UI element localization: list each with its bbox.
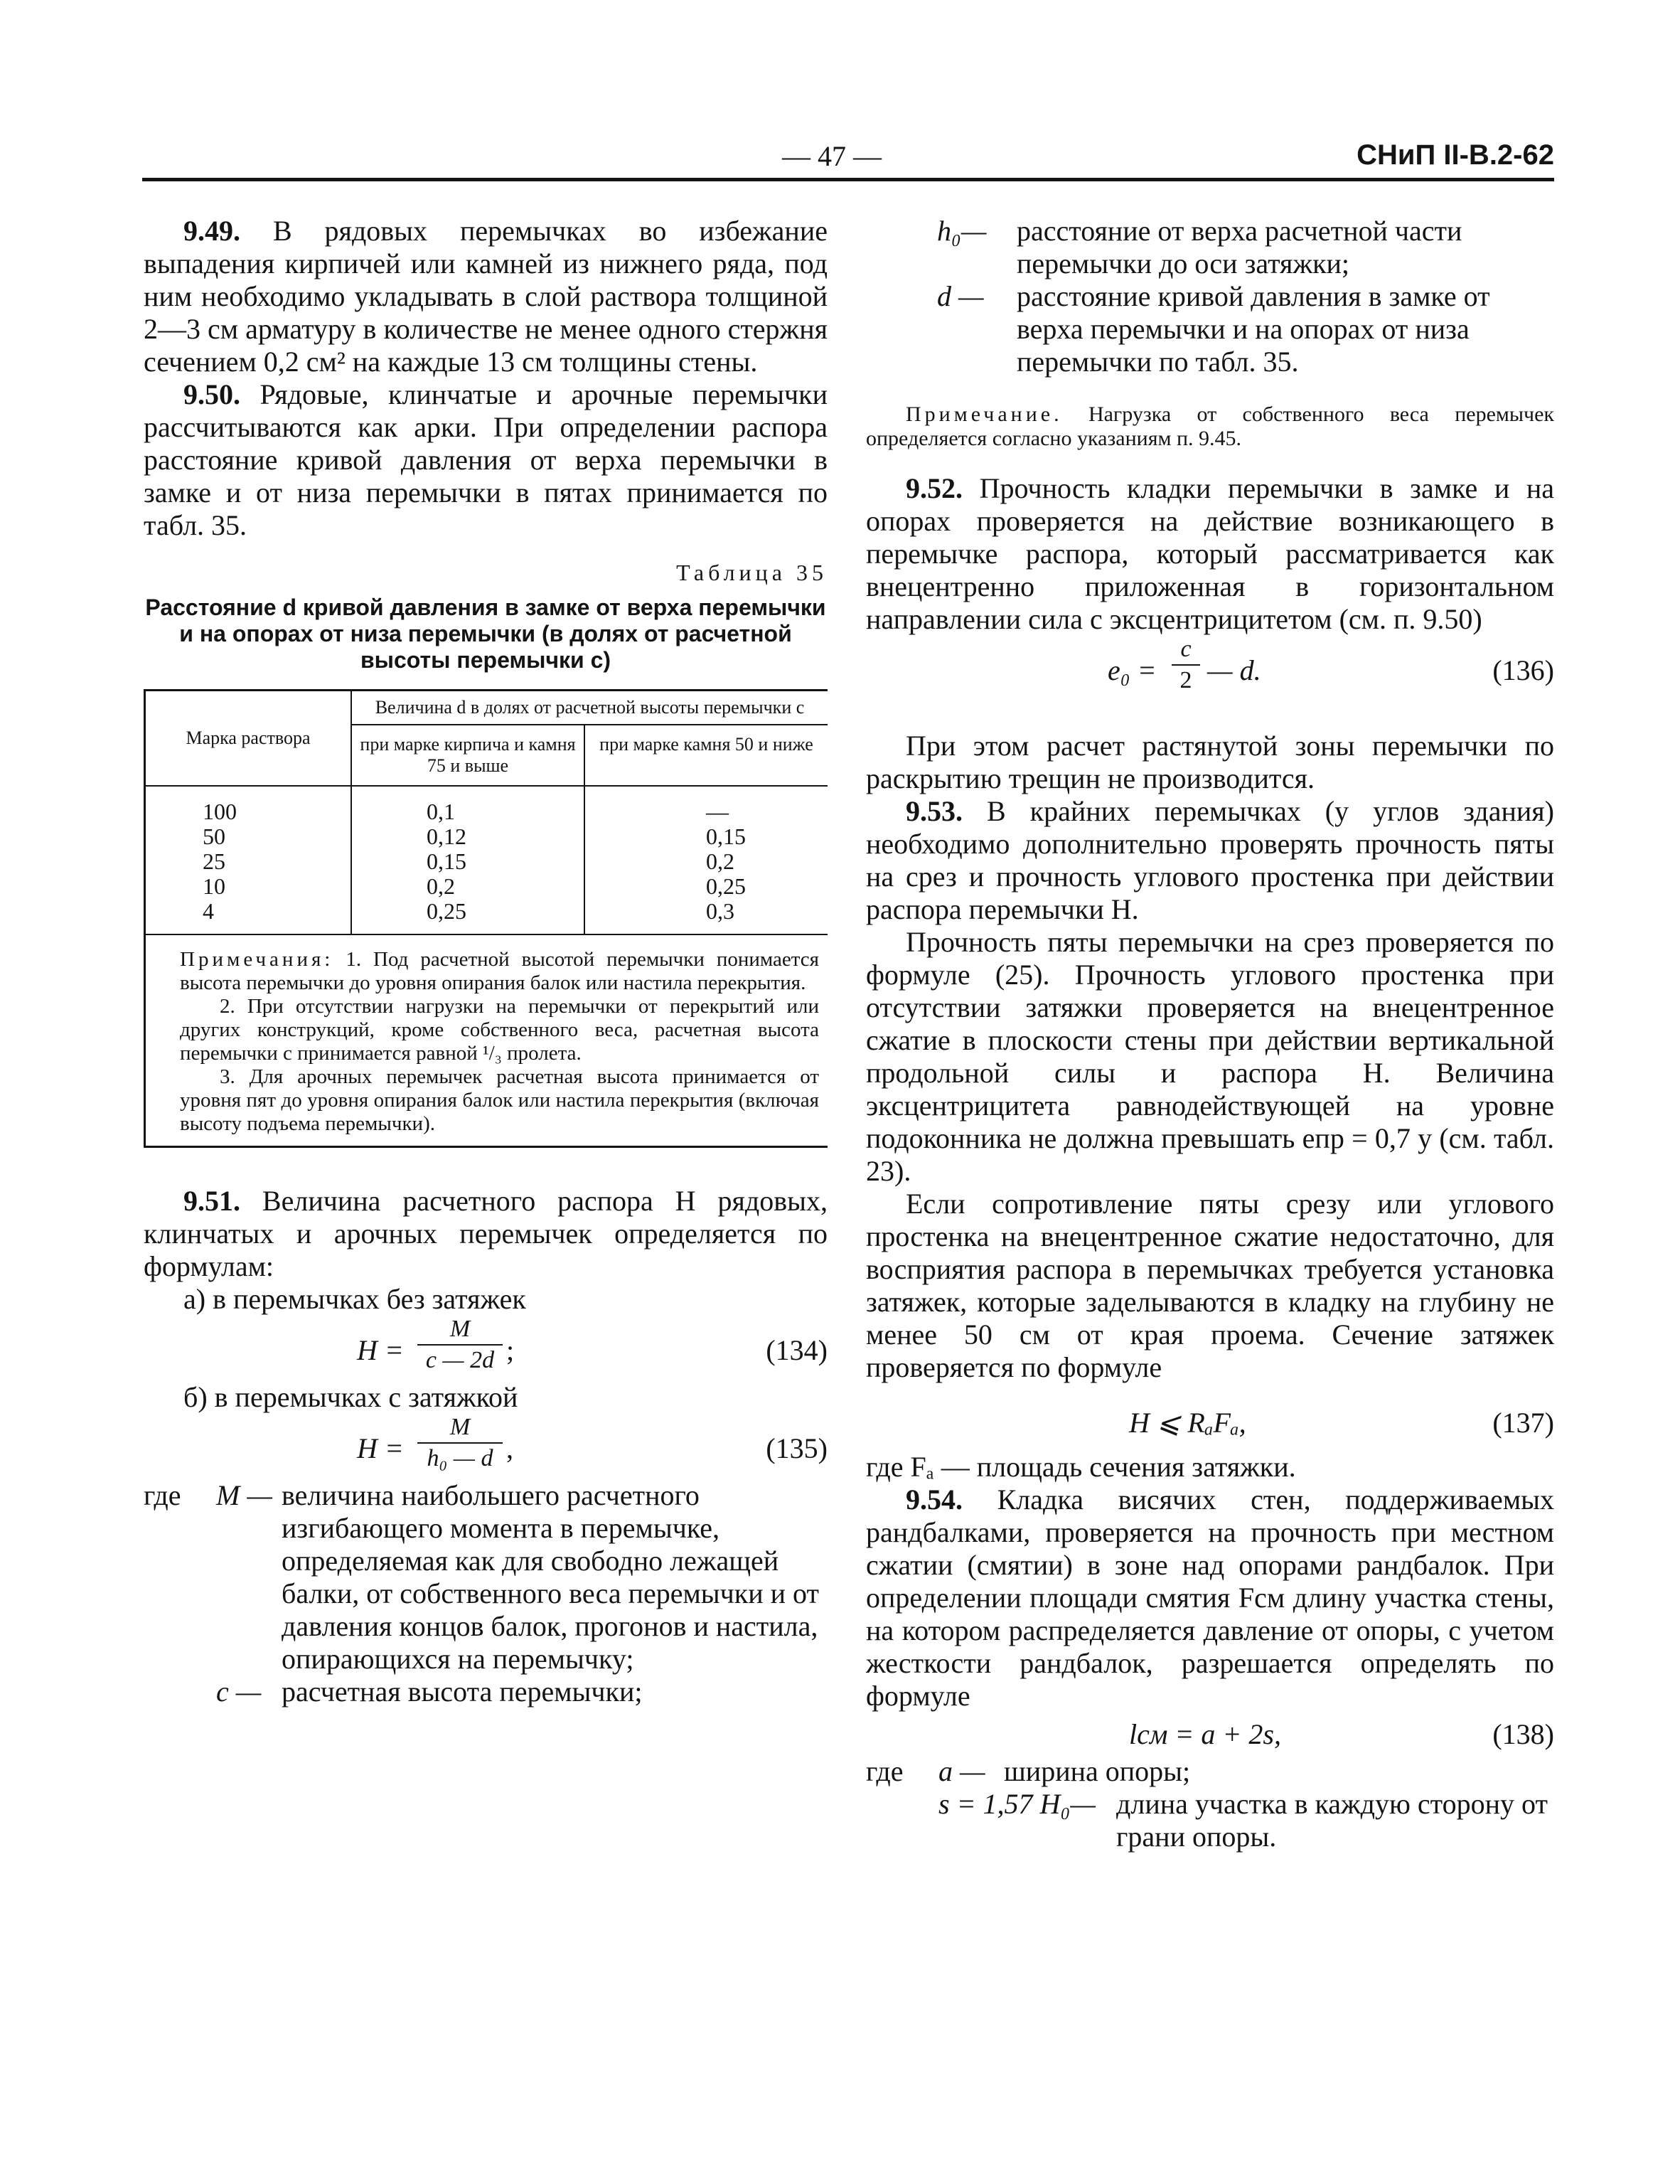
paragraph-text: Кладка висячих стен, поддерживаемых рандбалками, проверяется на прочность при местном сжатии (смятии) в зоне над опорами рандбалок. При определении площади смятия Fсм длину участка стены, на котором распределяется давление от опоры, с учетом жесткости рандбалок, разрешается определять по формуле <box>866 1483 1554 1712</box>
definition-c <box>144 1676 828 1708</box>
fraction-denominator: h₀ — d <box>427 1445 493 1471</box>
formula-fraction <box>417 1316 503 1374</box>
document-code: СНиП II-В.2-62 <box>1357 139 1554 171</box>
paragraph-9-54 <box>866 1483 1554 1712</box>
notes-heading: Примечания: <box>180 948 334 971</box>
paragraph-9-50 <box>144 378 828 542</box>
header-rule <box>142 178 1554 181</box>
paragraph-text: Рядовые, клинчатые и арочные перемычки рассчитываются как арки. При определении распора расстояние кривой давления от верха перемычки в замке и от низа перемычки в пятах принимается по табл. 35. <box>144 378 828 541</box>
case-b: б) в перемычках с затяжкой <box>183 1381 518 1413</box>
definition-row <box>938 1788 1554 1853</box>
definition-row <box>216 1676 828 1708</box>
formula-number: (137) <box>1492 1407 1554 1439</box>
fraction-denominator: c — 2d <box>425 1347 495 1373</box>
paragraph-number: 9.52. <box>906 472 963 504</box>
paragraph-number: 9.53. <box>906 795 963 827</box>
formula-tail: ; <box>506 1334 515 1366</box>
column-mark-values: 100 50 25 10 4 <box>146 787 352 934</box>
definition-text: расчетная высота перемычки; <box>282 1676 643 1708</box>
formula-number: (138) <box>1492 1718 1554 1750</box>
table-notes <box>146 934 828 1146</box>
formula-tail: — d. <box>1207 654 1261 686</box>
formula-lhs: e₀ = <box>1108 654 1157 686</box>
fraction-bar <box>417 1344 503 1346</box>
formula-fraction <box>417 1414 503 1472</box>
definition-text: расстояние кривой давления в замке от верха перемычки и на опорах от низа перемычки по табл. 35. <box>1017 280 1490 378</box>
column-header-mark: Марка раствора <box>146 691 352 785</box>
formula-number: (135) <box>766 1432 828 1464</box>
definition-symbol: s = 1,57 H₀— <box>938 1788 1096 1820</box>
formula-expression: lсм = a + 2s, <box>1129 1718 1281 1750</box>
formula-lhs: H = <box>357 1334 404 1366</box>
where-label: где <box>144 1479 181 1511</box>
definition-h0 <box>866 215 1554 280</box>
fraction-numerator: M <box>449 1316 471 1342</box>
note-heading: Примечание. <box>906 403 1063 426</box>
formula-137-where: где Fₐ — площадь сечения затяжки. <box>866 1451 1296 1483</box>
table-body <box>146 785 828 934</box>
definition-row <box>216 1479 828 1676</box>
table-note-1 <box>180 948 819 995</box>
definition-a <box>866 1755 1554 1788</box>
paragraph-number: 9.51. <box>183 1185 240 1217</box>
paragraph-9-52 <box>866 472 1554 636</box>
definition-M <box>144 1479 828 1676</box>
definition-text: ширина опоры; <box>1004 1755 1191 1787</box>
formula-135 <box>144 1414 828 1479</box>
table-note-3: 3. Для арочных перемычек расчетная высота принимается от уровня пят до уровня опирания балок или настила перекрытия (включая высоту подъема перемычки). <box>180 1065 819 1135</box>
column-stone-50-values: — 0,15 0,2 0,25 0,3 <box>706 799 746 924</box>
paragraph-text: В крайних перемычках (у углов здания) необходимо дополнительно проверять прочность пяты на срез и прочность углового простенка при действии распора перемычки H. <box>866 795 1554 925</box>
definition-text: величина наибольшего расчетного изгибающего момента в перемычке, определяемая как для свободно лежащей балки, от собственного веса перемычки и от давления концов балок, прогонов и настила, опирающихся на перемычку; <box>282 1479 819 1675</box>
fraction-denominator: 2 <box>1179 667 1192 693</box>
table-number: Таблица 35 <box>676 560 828 585</box>
paragraph-number: 9.54. <box>906 1483 963 1516</box>
paragraph-number: 9.50. <box>183 378 240 410</box>
definition-symbol: M — <box>216 1479 272 1511</box>
page-number: — 47 — <box>782 140 882 172</box>
paragraph-9-51 <box>144 1185 828 1283</box>
definition-symbol: a — <box>938 1755 985 1787</box>
fraction-numerator: c <box>1180 636 1192 662</box>
case-a: а) в перемычках без затяжек <box>183 1283 526 1315</box>
paragraph-text: Величина расчетного распора H рядовых, клинчатых и арочных перемычек определяется по формулам: <box>144 1185 828 1282</box>
definition-row <box>938 1755 1554 1788</box>
spacer <box>144 1676 216 1708</box>
column-group-header: Величина d в долях от расчетной высоты перемычки c <box>352 691 828 725</box>
definition-symbol: d — <box>937 280 984 312</box>
formula-134 <box>144 1316 828 1381</box>
paragraph-text: В рядовых перемычках во избежание выпадения кирпичей или камней из нижнего ряда, под ним необходимо укладывать в слой раствора толщиной 2—3 см арматуру в количестве не менее одного стержня сечением 0,2 см² на каждые 13 см толщины стены. <box>144 215 828 378</box>
paragraph-number: 9.49. <box>183 215 240 247</box>
column-brick-75-values: 0,1 0,12 0,15 0,2 0,25 <box>352 787 585 934</box>
note <box>866 403 1554 451</box>
left-column <box>144 215 828 1708</box>
table-note-2: 2. При отсутствии нагрузки на перемычки от перекрытий или других конструкций, кроме собственного веса, расчетная высота перемычки c принимается равной ¹/₃ пролета. <box>180 995 819 1065</box>
paragraph-9-53-b: Прочность пяты перемычки на срез проверяется по формуле (25). Прочность углового простенка при отсутствии затяжки проверяется на внецентренное сжатие в плоскости стены при действии вертикальной продольной силы и распора H. Величина эксцентрицитета равнодействующей на уровне подоконника не должна превышать eпр = 0,7 y (см. табл. 23). <box>866 926 1554 1187</box>
where-label: где <box>866 1755 904 1787</box>
note-text: 1. Под расчетной высотой перемычки понимается высота перемычки до уровня опирания балок или настила перекрытия. <box>180 948 820 994</box>
fraction-numerator: M <box>449 1414 471 1440</box>
definition-text: расстояние от верха расчетной части перемычки до оси затяжки; <box>1017 215 1462 279</box>
table-title: Расстояние d кривой давления в замке от верха перемычки и на опорах от низа перемычки (в долях от расчетной высоты перемычки c) <box>145 595 826 673</box>
formula-fraction <box>1172 636 1200 694</box>
formula-tail: , <box>506 1432 513 1464</box>
column-header-brick-75: при марке кирпича и камня 75 и выше <box>352 725 585 785</box>
note-text: Нагрузка от собственного веса перемычек определяется согласно указаниям п. 9.45. <box>866 403 1554 450</box>
spacer <box>866 1788 938 1853</box>
paragraph-9-53 <box>866 795 1554 926</box>
paragraph-9-49 <box>144 215 828 378</box>
definition-d <box>866 280 1554 378</box>
definition-text: длина участка в каждую сторону от грани опоры. <box>1116 1788 1548 1853</box>
formula-number: (134) <box>766 1334 828 1366</box>
paragraph-9-53-c: Если сопротивление пяты срезу или углового простенка на внецентренное сжатие недостаточно, для восприятия распора в перемычках требуется установка затяжек, которые заделываются в кладку на глубину не менее 50 см от края проема. Сечение затяжек проверяется по формуле <box>866 1188 1554 1383</box>
formula-expression: H ⩽ RₐFₐ, <box>1129 1407 1246 1439</box>
table-35 <box>144 689 828 1148</box>
formula-lhs: H = <box>357 1432 404 1464</box>
definition-symbol: c — <box>216 1676 262 1708</box>
definition-s <box>866 1788 1554 1853</box>
formula-138 <box>866 1712 1554 1755</box>
fraction-bar <box>417 1442 503 1444</box>
formula-137 <box>866 1394 1554 1451</box>
right-column <box>866 215 1554 1853</box>
formula-136 <box>866 636 1554 701</box>
paragraph-text: Прочность кладки перемычки в замке и на опорах проверяется на действие возникающего в перемычке распора, который рассматривается как внецентренно приложенная в горизонтальном направлении сила с эксцентрицитетом (см. п. 9.50) <box>866 472 1554 635</box>
table-header <box>146 691 828 785</box>
formula-number: (136) <box>1492 654 1554 686</box>
column-header-stone-50: при марке камня 50 и ниже <box>599 734 813 755</box>
paragraph-9-52-cont: При этом расчет растянутой зоны перемычки по раскрытию трещин не производится. <box>866 730 1554 794</box>
fraction-bar <box>1172 664 1200 666</box>
definition-symbol: h₀— <box>937 215 987 247</box>
